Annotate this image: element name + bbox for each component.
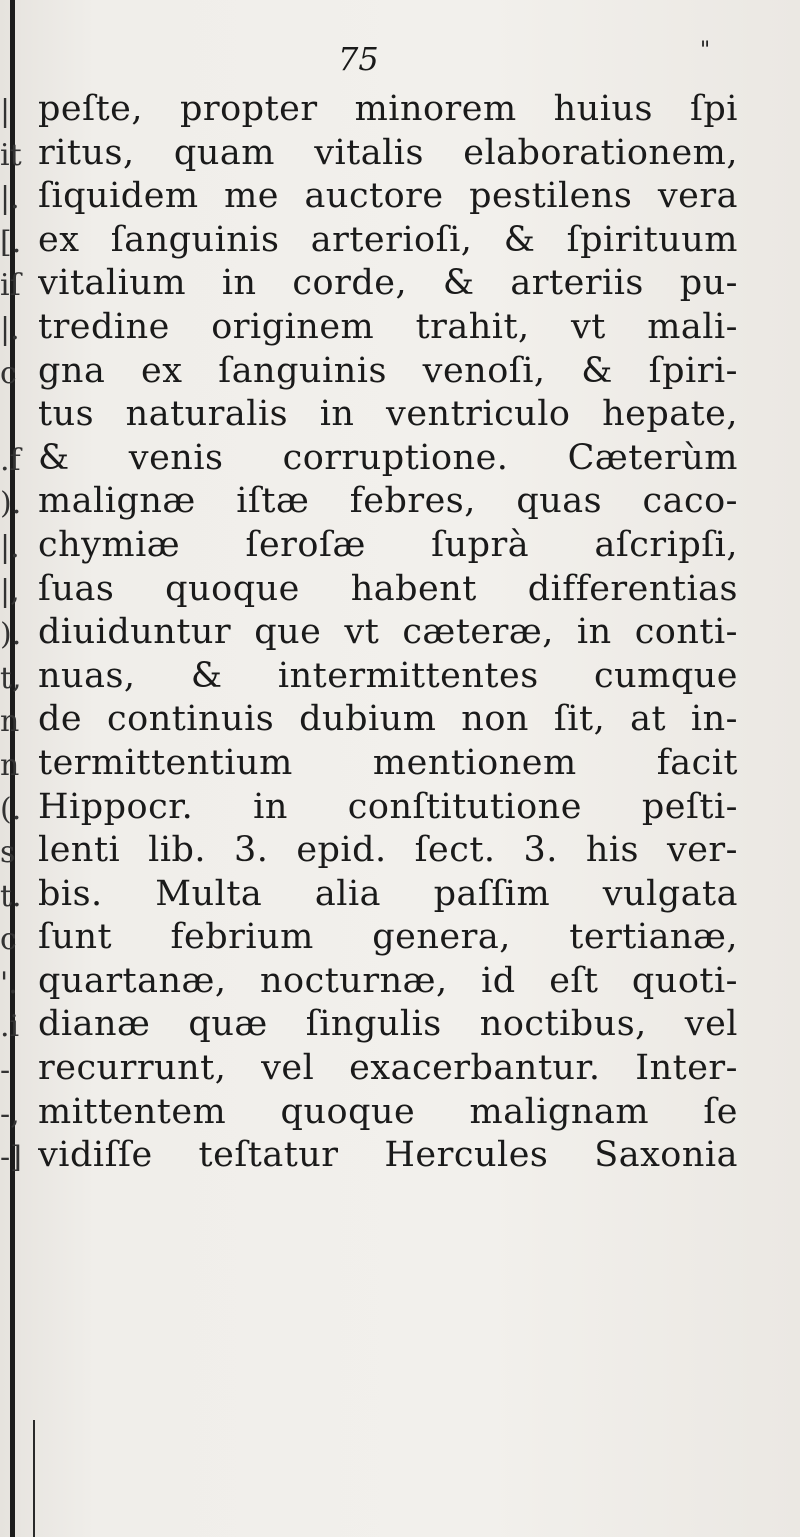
margin-fragment: |, bbox=[0, 573, 20, 609]
text-line: recurrunt, vel exacerbantur. Inter- bbox=[38, 1048, 738, 1089]
margin-fragment: |. bbox=[0, 529, 20, 565]
margin-fragment: ). bbox=[0, 486, 22, 522]
margin-fragment: c bbox=[0, 355, 17, 391]
margin-fragment: t. bbox=[0, 878, 22, 914]
margin-fragment: t, bbox=[0, 660, 22, 696]
text-line: malignæ iſtæ febres, quas caco- bbox=[38, 481, 738, 522]
margin-fragment: (. bbox=[0, 791, 22, 827]
text-line: peſte, propter minorem huius ſpi bbox=[38, 89, 738, 129]
margin-fragment: c bbox=[0, 922, 17, 958]
text-line: ſiquidem me auctore pestilens vera bbox=[38, 176, 738, 217]
text-line: ſunt febrium genera, tertianæ, bbox=[38, 917, 738, 958]
margin-fragment: [. bbox=[0, 224, 22, 260]
margin-fragment: | bbox=[0, 94, 11, 129]
text-line: termittentium mentionem facit bbox=[38, 742, 738, 783]
page-number: 75 bbox=[338, 40, 379, 78]
text-line: Hippocr. in conſtitutione peſti- bbox=[38, 786, 738, 827]
text-line: bis. Multa alia paſſim vulgata bbox=[38, 873, 738, 914]
text-line: vidiſſe teſtatur Hercules Saxonia bbox=[38, 1135, 738, 1176]
margin-fragment: iſ bbox=[0, 268, 21, 304]
text-line: vitalium in corde, & arteriis pu- bbox=[38, 263, 738, 304]
text-line: de continuis dubium non ſit, at in- bbox=[38, 699, 738, 740]
facing-page-margin bbox=[0, 90, 32, 1180]
margin-fragment: n bbox=[0, 747, 20, 783]
text-line: dianæ quæ ſingulis noctibus, vel bbox=[38, 1004, 738, 1045]
text-line: tus naturalis in ventriculo hepate, bbox=[38, 394, 738, 435]
margin-fragment bbox=[0, 395, 32, 439]
binding-edge bbox=[33, 1420, 35, 1537]
text-line: quartanæ, nocturnæ, id eſt quoti- bbox=[38, 960, 738, 1001]
text-line: mittentem quoque malignam ſe bbox=[38, 1091, 738, 1132]
text-line: diuiduntur que vt cæteræ, in conti- bbox=[38, 612, 738, 653]
margin-fragment: |. bbox=[0, 311, 20, 347]
margin-fragment: -] bbox=[0, 1140, 22, 1176]
text-line: ritus, quam vitalis elaborationem, bbox=[38, 132, 738, 173]
margin-fragment: -, bbox=[0, 1096, 20, 1132]
margin-fragment: it bbox=[0, 137, 22, 173]
text-line: chymiæ ſeroſæ ſuprà aſcripſi, bbox=[38, 524, 738, 565]
margin-fragment: .f bbox=[0, 442, 21, 478]
text-line: nuas, & intermittentes cumque bbox=[38, 655, 738, 696]
margin-fragment: n bbox=[0, 704, 20, 740]
margin-fragment: ). bbox=[0, 617, 22, 653]
margin-fragment: - bbox=[0, 1053, 11, 1089]
text-line: lenti lib. 3. epid. ſect. 3. his ver- bbox=[38, 830, 738, 871]
text-line: & venis corruptione. Cæterùm bbox=[38, 437, 738, 478]
margin-fragment: .i bbox=[0, 1009, 20, 1045]
text-line: ſuas quoque habent differentias bbox=[38, 568, 738, 609]
margin-fragment: '. bbox=[0, 965, 18, 1001]
body-text bbox=[38, 88, 738, 1178]
text-line: ex ſanguinis arterioſi, & ſpirituum bbox=[38, 219, 738, 260]
text-line: tredine originem trahit, vt mali- bbox=[38, 306, 738, 347]
margin-fragment: s bbox=[0, 835, 16, 871]
margin-fragment: |. bbox=[0, 181, 20, 217]
text-line: gna ex ſanguinis venoſi, & ſpiri- bbox=[38, 350, 738, 391]
corner-mark: " bbox=[700, 38, 711, 63]
